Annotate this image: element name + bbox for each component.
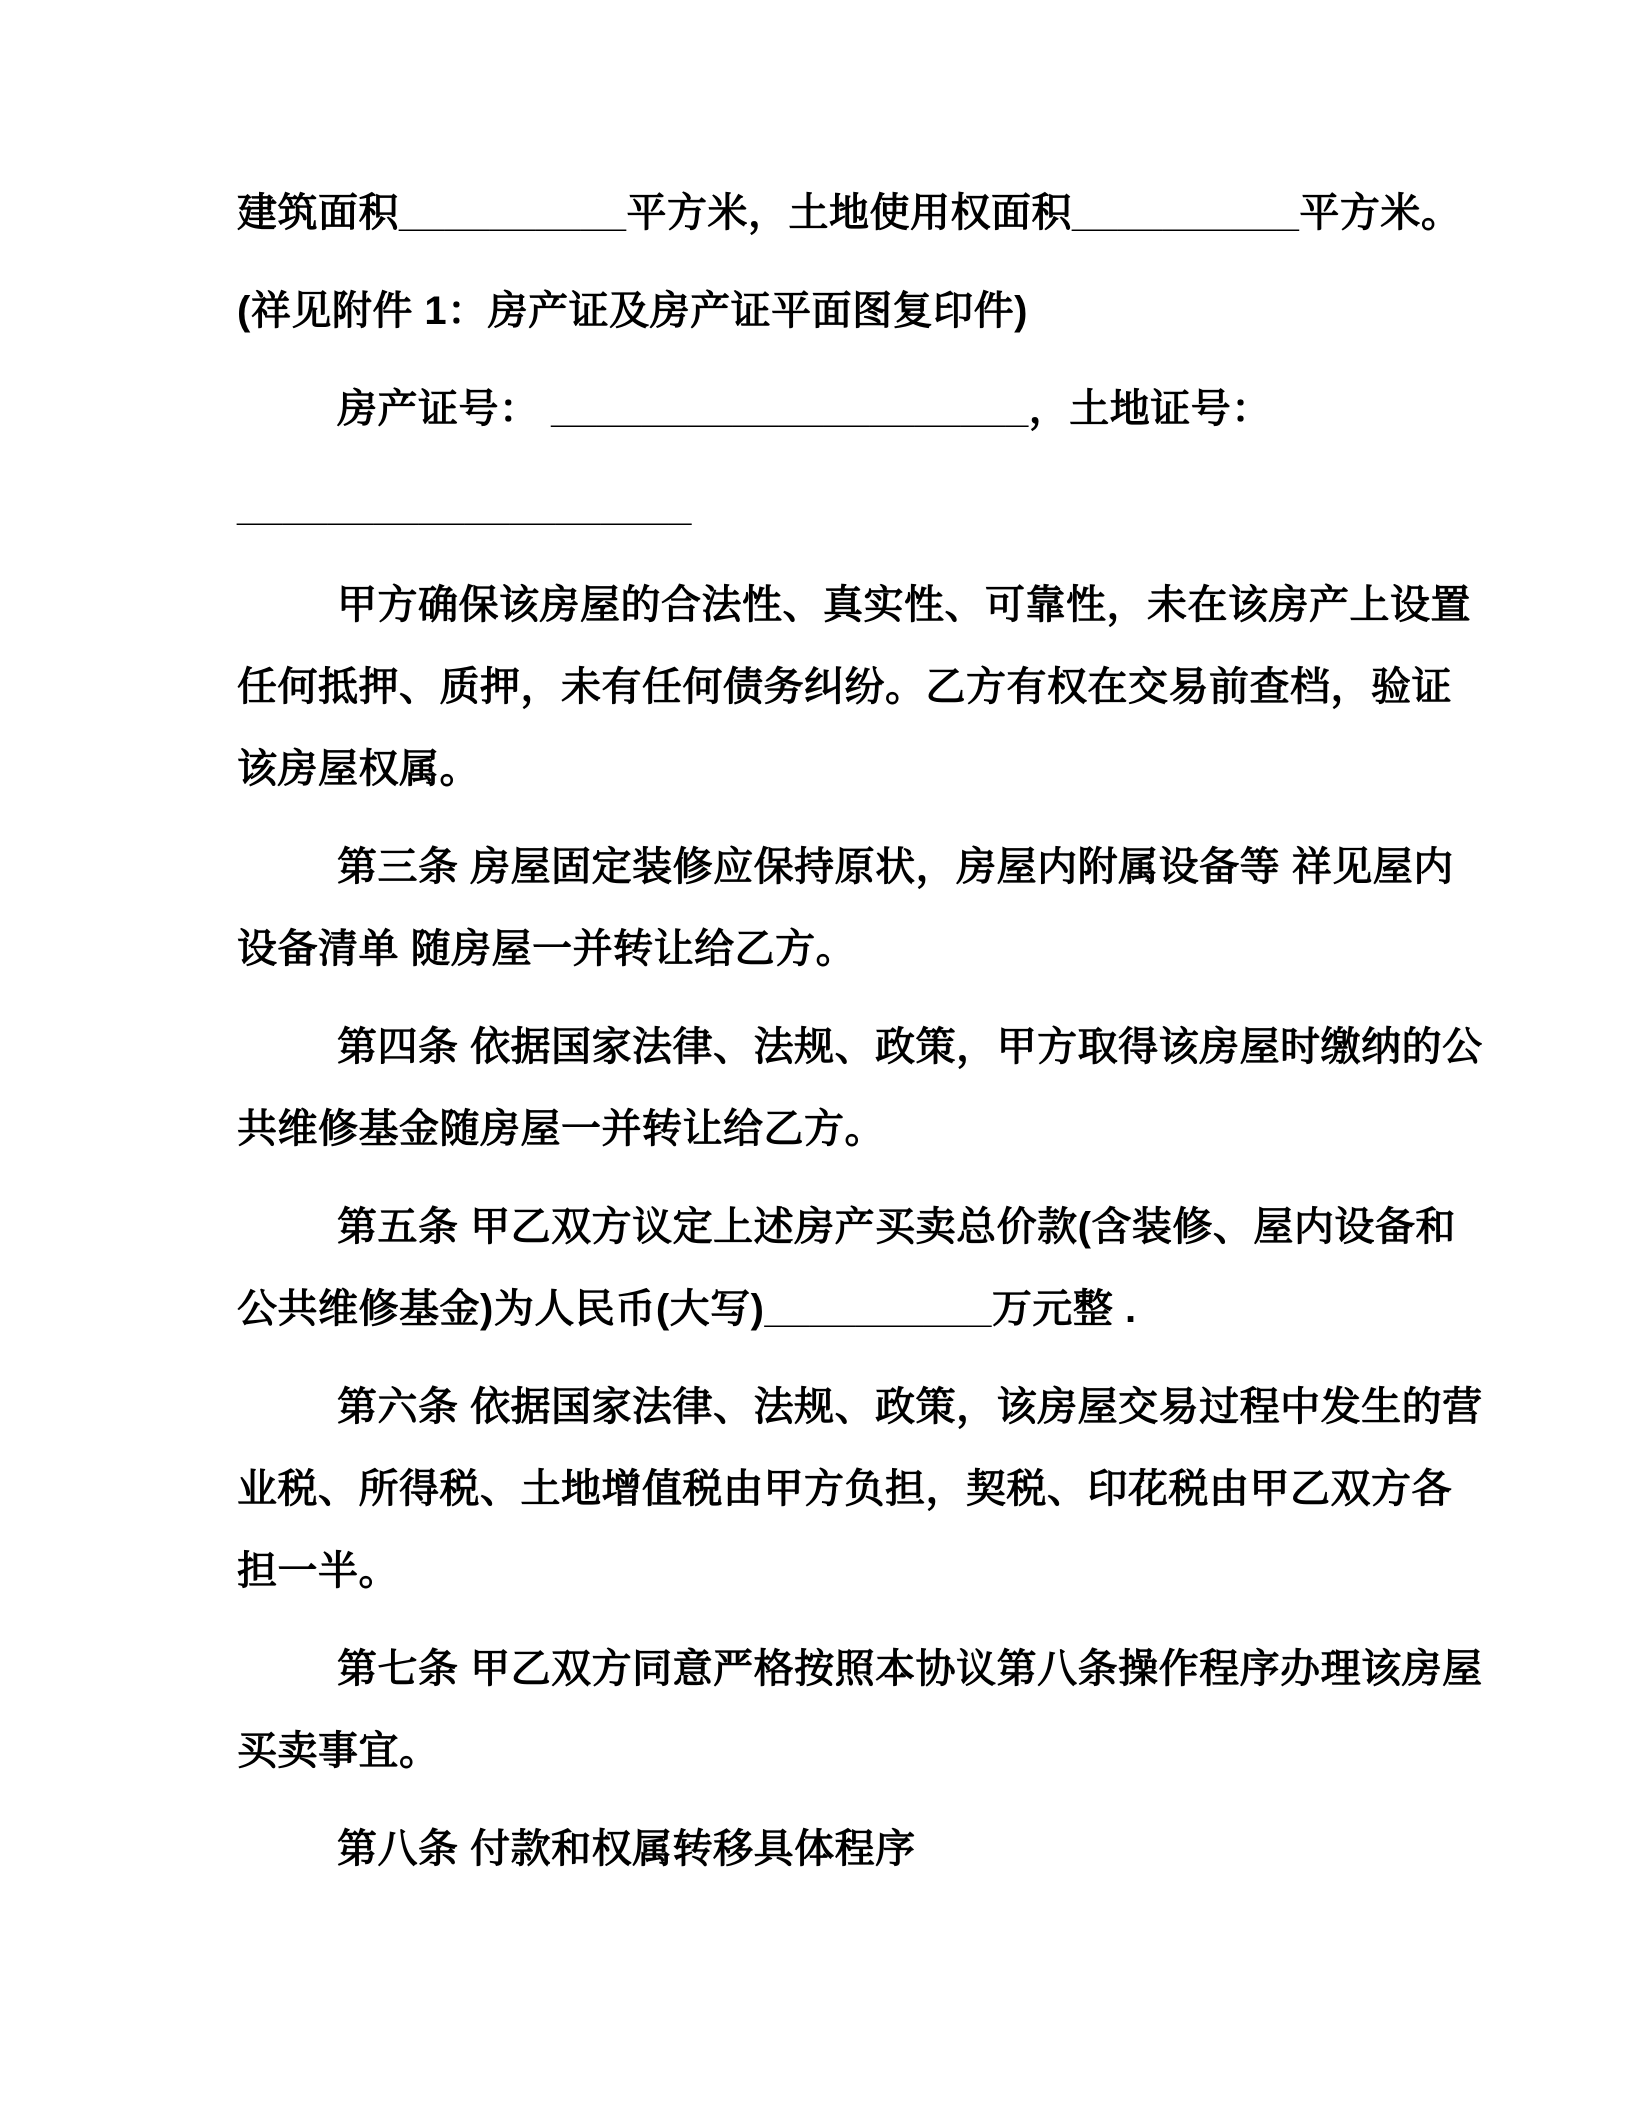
paragraph-2 [237, 270, 1482, 352]
document-line: 第五条 甲乙双方议定上述房产买卖总价款(含装修、屋内设备和 [337, 1205, 1456, 1249]
document-line: 建筑面积__________平方米，土地使用权面积__________平方米。 [237, 191, 1462, 235]
document-line: 公共维修基金)为人民币(大写)__________万元整 . [237, 1287, 1137, 1331]
document-line: 第三条 房屋固定装修应保持原状，房屋内附属设备等 祥见屋内 [337, 845, 1454, 889]
document-line: ____________________ [237, 485, 692, 529]
contract-body [237, 172, 1482, 1890]
document-line: (祥见附件 1：房产证及房产证平面图复印件) [237, 289, 1028, 333]
document-line: 共维修基金随房屋一并转让给乙方。 [237, 1107, 885, 1151]
document-line: 业税、所得税、土地增值税由甲方负担，契税、印花税由甲乙双方各 [237, 1467, 1452, 1511]
paragraph-8 [237, 1186, 1482, 1350]
paragraph-10 [237, 1628, 1482, 1792]
document-line: 第八条 付款和权属转移具体程序 [337, 1827, 916, 1871]
document-line: 第四条 依据国家法律、法规、政策，甲方取得该房屋时缴纳的公 [337, 1025, 1483, 1069]
paragraph-3 [237, 368, 1482, 450]
document-line: 任何抵押、质押，未有任何债务纠纷。乙方有权在交易前查档，验证 [237, 665, 1452, 709]
paragraph-4 [237, 466, 1482, 548]
paragraph-6 [237, 826, 1482, 990]
document-line: 第七条 甲乙双方同意严格按照本协议第八条操作程序办理该房屋 [337, 1647, 1483, 1691]
paragraph-11 [237, 1808, 1482, 1890]
paragraph-7 [237, 1006, 1482, 1170]
document-line: 该房屋权属。 [237, 747, 480, 791]
paragraph-5 [237, 564, 1482, 810]
document-line: 担一半。 [237, 1549, 399, 1593]
document-line: 设备清单 随房屋一并转让给乙方。 [237, 927, 857, 971]
document-line: 甲方确保该房屋的合法性、真实性、可靠性，未在该房产上设置 [337, 583, 1471, 627]
paragraph-1 [237, 172, 1482, 254]
paragraph-9 [237, 1366, 1482, 1612]
document-line: 第六条 依据国家法律、法规、政策，该房屋交易过程中发生的营 [337, 1385, 1483, 1429]
document-line: 买卖事宜。 [237, 1729, 440, 1773]
document-line: 房产证号： _____________________，土地证号： [337, 387, 1272, 431]
